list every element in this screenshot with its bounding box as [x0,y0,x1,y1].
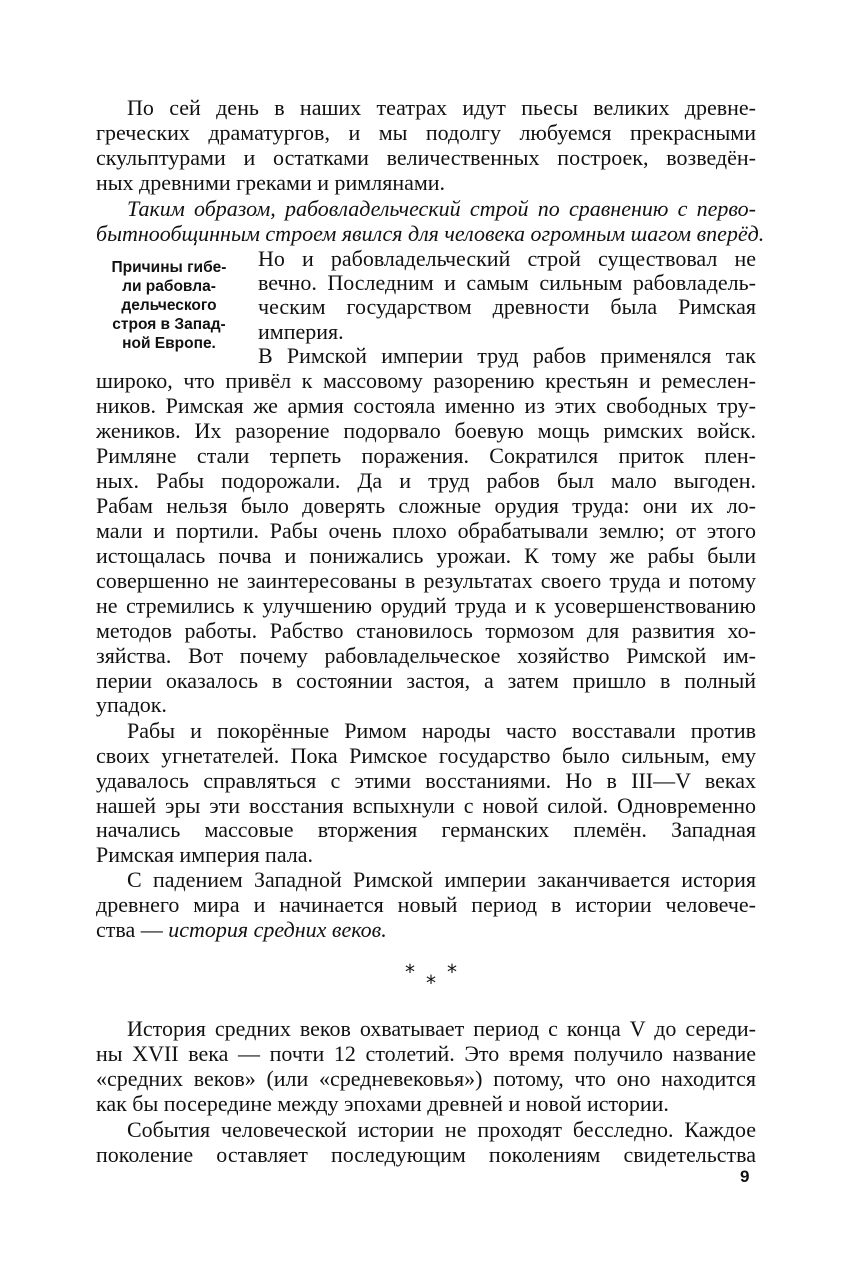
text-line: С падением Западной Римской империи заканчивается история [127,867,756,892]
text-line: ных. Рабы подорожали. Да и труд рабов был мало выгоден. [96,468,756,493]
text-line: широко, что привёл к массовому разорению крестьян и ремеслен- [96,368,756,393]
text-line: как бы посередине между эпохами древней и новой истории. [96,1091,669,1116]
text-line: жеников. Их разорение подорвало боевую мощь римских войск. [96,418,756,443]
text-line: нашей эры эти восстания вспыхнули с новой силой. Одновременно [96,793,756,818]
italic-term: история средних веков. [168,917,387,942]
text-line: не стремились к улучшению орудий труда и к усовершенствованию [96,593,756,618]
asterisk: * [405,960,415,984]
text-line: Рабы и покорённые Римом народы часто восставали против [127,718,756,743]
text-fragment: ства — [96,917,169,942]
text-line: Римляне стали терпеть поражения. Сократился приток плен- [96,443,756,468]
text-line: скульптурами и остатками величественных построек, возведён- [96,145,756,170]
page-number: 9 [740,1167,750,1186]
text-line: ных древними греками и римлянами. [96,170,446,195]
text-line: Римская империя пала. [96,842,314,867]
text-line: своих угнетателей. Пока Римское государство было сильным, ему [96,743,756,768]
section-separator [405,960,465,995]
text-line: начались массовые вторжения германских племён. Западная [96,817,756,842]
margin-note: Причины гибе- ли рабовла- дельческого строя в Запад- ной Европе. [111,259,227,352]
text-line: «средних веков» (или «средневековья») потому, что оно находится [96,1066,756,1091]
text-line [96,918,756,942]
text-line: мали и портили. Рабы очень плохо обрабатывали землю; от этого [96,518,756,543]
text-line: Но и рабовладельческий строй существовал не [258,246,756,271]
text-line: Рабам нельзя было доверять сложные орудия труда: они их ло- [96,493,756,518]
text-line: По сей день в наших театрах идут пьесы великих древне- [127,95,756,120]
text-line: ческим государством древности была Римская [258,294,756,319]
text-line: вечно. Последним и самым сильным рабовладель- [258,270,756,295]
text-line: ников. Римская же армия состояла именно из этих свободных тру- [96,393,756,418]
emphasis-line: Таким образом, рабовладельческий строй по сравнению с перво- [127,196,756,221]
asterisk: * [447,960,457,984]
text-line: упадок. [96,692,167,717]
text-line: поколение оставляет последующим поколениям свидетельства [96,1142,756,1167]
text-line: зяйства. Вот почему рабовладельческое хозяйство Римской им- [96,643,756,668]
emphasis-line: бытнообщинным строем явился для человека огромным шагом вперёд. [96,221,765,246]
text-line: методов работы. Рабство становилось тормозом для развития хо- [96,618,756,643]
text-line: истощалась почва и понижались урожаи. К тому же рабы были [96,543,756,568]
text-line: греческих драматургов, и мы подолгу любуемся прекрасными [96,120,756,145]
text-line: древнего мира и начинается новый период в истории человече- [96,892,756,917]
text-line: удавалось справляться с этими восстаниями. Но в III—V веках [96,768,756,793]
text-line: В Римской империи труд рабов применялся так [258,343,756,368]
asterisk: * [426,971,436,995]
text-line: События человеческой истории не проходят бесследно. Каждое [127,1117,756,1142]
text-line: История средних веков охватывает период с конца V до середи- [127,1016,756,1041]
text-line: совершенно не заинтересованы в результатах своего труда и потому [96,568,756,593]
text-line: империя. [258,319,344,344]
text-line: перии оказалось в состоянии застоя, а затем пришло в полный [96,668,756,693]
text-line: ны XVII века — почти 12 столетий. Это время получило название [96,1041,756,1066]
